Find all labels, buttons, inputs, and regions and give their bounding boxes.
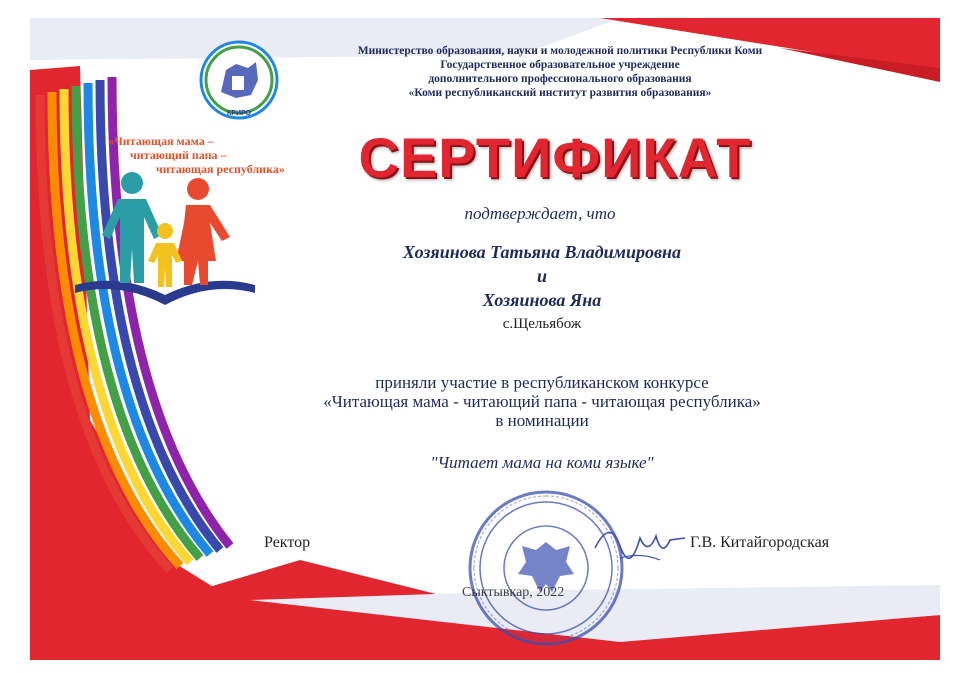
- issuer-line-1: Министерство образования, науки и молодежной политики Республики Коми: [357, 45, 763, 57]
- family-book-illustration: [70, 165, 270, 325]
- issuer-line-4: «Коми республиканский институт развития образования»: [408, 87, 712, 99]
- signature-scribble: [590, 508, 690, 578]
- kriro-logo: [196, 40, 282, 126]
- contest-logo-line-1: «Читающая мама –: [108, 134, 214, 148]
- recipient-conjunction: и: [536, 266, 547, 286]
- certificate-title: СЕРТИФИКАТ: [358, 126, 752, 189]
- contest-logo-line-3: читающая республика»: [156, 162, 285, 176]
- participation-text: [242, 373, 842, 430]
- issuer-line-3: дополнительного профессионального образования: [428, 73, 692, 85]
- city-and-year: Сыктывкар, 2022: [462, 585, 565, 600]
- contest-logo-line-2: читающий папа –: [130, 148, 227, 162]
- recipient-name-2: Хозяинова Яна: [482, 290, 602, 310]
- nomination-name: "Читает мама на коми языке": [430, 453, 654, 472]
- participation-line-1: приняли участие в республиканском конкурсе: [375, 373, 709, 392]
- recipient-name-1: Хозяинова Татьяна Владимировна: [402, 242, 682, 262]
- participation-line-2: «Читающая мама - читающий папа - читающая республика»: [323, 392, 761, 411]
- recipient-village: с.Щельябож: [502, 316, 582, 332]
- rector-label: Ректор: [264, 534, 311, 551]
- participation-line-3: в номинации: [495, 411, 589, 430]
- kriro-logo-caption: КРИРО: [227, 110, 251, 117]
- issuer-line-2: Государственное образовательное учреждение: [440, 59, 680, 71]
- issuer-header: [300, 44, 820, 100]
- confirms-text: подтверждает, что: [464, 204, 616, 223]
- signer-name: Г.В. Китайгородская: [690, 534, 830, 551]
